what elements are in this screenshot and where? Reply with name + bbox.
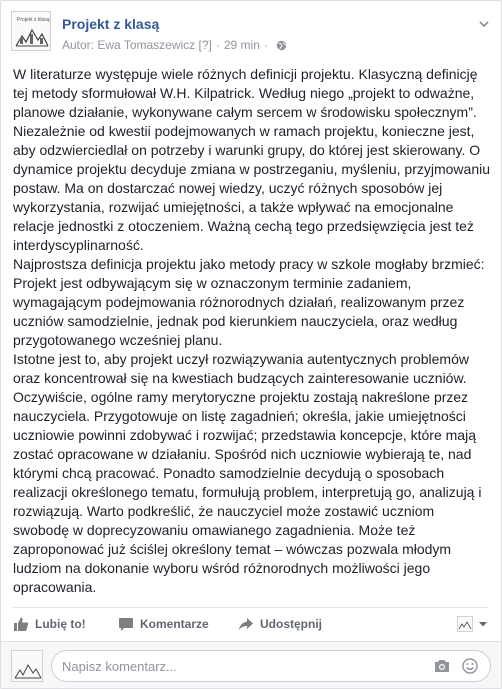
comment-input-wrap — [51, 650, 491, 682]
meta-separator: · — [215, 38, 220, 52]
comment-input[interactable] — [62, 651, 412, 681]
page-avatar-small-icon — [457, 616, 473, 632]
globe-icon — [276, 40, 287, 51]
comment-label: Komentarze — [140, 617, 209, 631]
comment-area — [1, 641, 501, 689]
share-options[interactable] — [457, 616, 489, 632]
post-actions — [13, 609, 489, 639]
post-timestamp[interactable]: 29 min — [223, 38, 260, 52]
meta-separator-2: · — [263, 38, 268, 52]
page-name-link[interactable]: Projekt z klasą — [62, 16, 160, 32]
emoji-icon[interactable] — [462, 658, 478, 674]
comment-icon — [118, 616, 134, 632]
author-prefix: Autor: — [62, 38, 95, 52]
share-button[interactable] — [238, 609, 322, 639]
commenter-avatar — [11, 650, 43, 682]
page-avatar[interactable] — [11, 11, 51, 51]
like-icon — [13, 616, 29, 632]
post-text: W literaturze występuje wiele różnych definicji projektu. Klasyczną definicję tej metody sformułował W.H. Kilpatrick. Według niego „projekt to odważne, planowe działanie, wykonywane całym sercem w środowisku społecznym”. Niezależnie od kwestii podejmowanych w ramach projektu, konieczne jest, aby odzwierciedlał on potrzeby i warunki grupy, do której jest skierowany. O dynamice projektu decyduje zmiana w postrzeganiu, myśleniu, przyjmowaniu postaw. Ma on dostarczać nowej wiedzy, uczyć różnych sposobów jej wykorzystania, rozwijać umiejętności, a także wpływać na emocjonalne relacje jednostki z otoczeniem. Ważną cechą tego przedsięwzięcia jest też interdyscyplinarność. Najprostsza definicja projektu jako metody pracy w szkole mogłaby brzmieć: Projekt jest odbywającym się w oznaczonym terminie zadaniem, wymagającym podejmowania różnorodnych działań, realizowanym przez uczniów samodzielnie, jednak pod kierunkiem nauczyciela, oraz według przygotowanego wcześniej planu. Istotne jest to, aby projekt uczył rozwiązywania autentycznych problemów oraz koncentrował się na kwestiach budzących zainteresowanie uczniów. Oczywiście, ogólne ramy merytoryczne projektu zostają nakreślone przez nauczyciela. Przygotowuje on listę zagadnień; określa, jakie umiejętności uczniowie powinni zdobywać i rozwijać; przedstawia koncepcje, które mają zostać opracowane w działaniu. Spośród nich uczniowie wybierają te, nad którymi chcą pracować. Ponadto samodzielnie decydują o sposobach realizacji określonego tematu, formułują problem, interpretują go, analizują i rozwiązują. Warto podkreślić, że nauczyciel może zostawić uczniom swobodę w doprecyzowaniu omawianego zagadnienia. Może też zaproponować już ściślej określony temat – wówczas pozwala młodym ludziom na dokonanie wyboru wśród różnorodnych możliwości jego opracowania. — [13, 66, 491, 595]
like-button[interactable] — [13, 609, 86, 639]
post-meta — [62, 38, 287, 52]
author-name-link[interactable]: Ewa Tomaszewicz — [97, 38, 196, 52]
camera-icon[interactable] — [434, 659, 450, 673]
share-label: Udostępnij — [260, 617, 322, 631]
avatar-caption: Projekt z klasą — [17, 17, 50, 23]
share-icon — [238, 616, 254, 632]
chevron-down-icon — [477, 618, 489, 630]
comment-button[interactable] — [118, 609, 209, 639]
chevron-down-icon[interactable] — [477, 17, 491, 31]
author-badge[interactable]: [?] — [198, 38, 212, 52]
like-label: Lubię to! — [35, 617, 86, 631]
post-header — [11, 11, 491, 55]
actions-divider — [13, 607, 489, 608]
